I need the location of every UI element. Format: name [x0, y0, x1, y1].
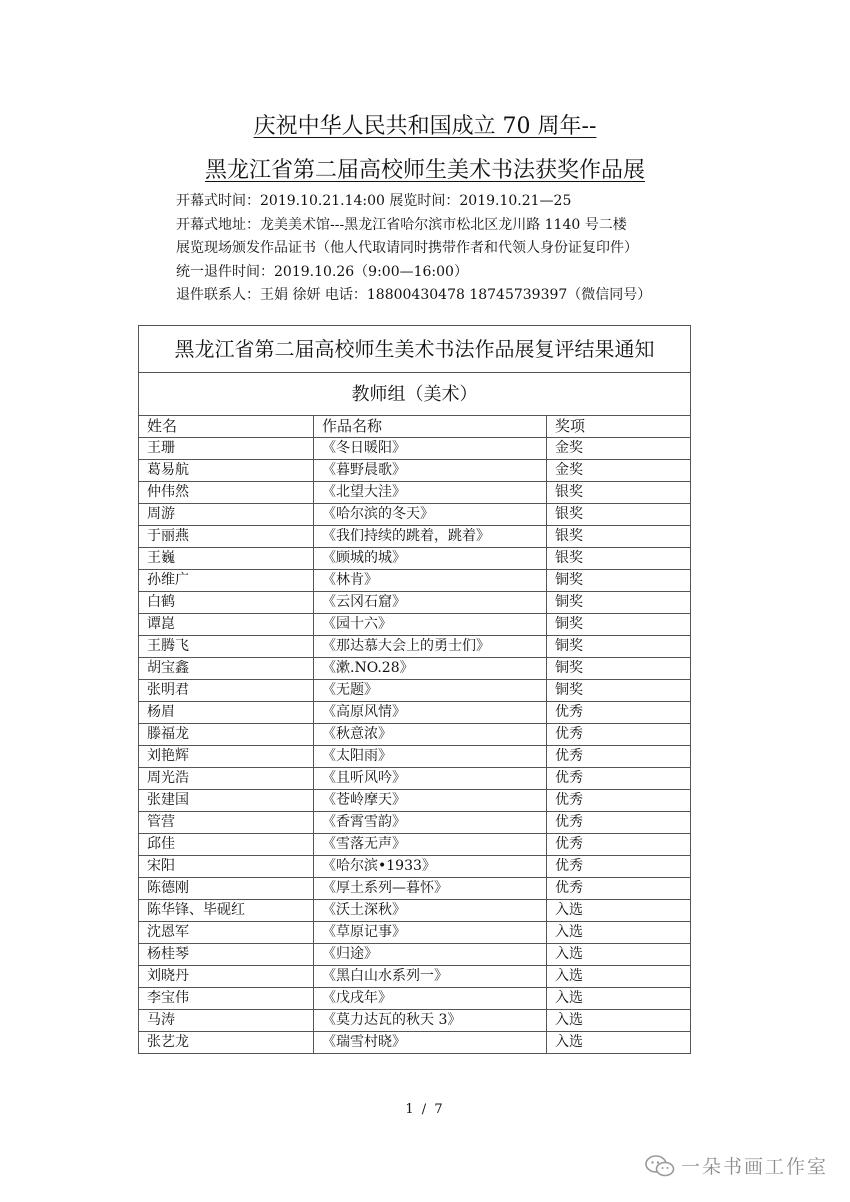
cell-work-title: 《冬日暖阳》: [314, 438, 547, 460]
cell-award: 银奖: [547, 482, 691, 504]
cell-name: 刘艳辉: [139, 746, 314, 768]
cell-name: 张明君: [139, 680, 314, 702]
table-row: [139, 812, 691, 834]
cell-name: 周光浩: [139, 768, 314, 790]
cell-work-title: 《黑白山水系列一》: [314, 966, 547, 988]
cell-award: 入选: [547, 966, 691, 988]
cell-award: 银奖: [547, 504, 691, 526]
notice-title: 黑龙江省第二届高校师生美术书法作品展复评结果通知: [139, 326, 691, 373]
table-row: [139, 614, 691, 636]
cell-name: 杨眉: [139, 702, 314, 724]
table-row: [139, 460, 691, 482]
cell-award: 入选: [547, 1032, 691, 1054]
cell-name: 周游: [139, 504, 314, 526]
cell-work-title: 《暮野晨歌》: [314, 460, 547, 482]
group-title: 教师组（美术）: [139, 373, 691, 416]
cell-award: 银奖: [547, 548, 691, 570]
cell-award: 优秀: [547, 746, 691, 768]
cell-award: 铜奖: [547, 592, 691, 614]
info-line-certificate: 展览现场颁发作品证书（他人代取请同时携带作者和代领人身份证复印件）: [176, 240, 638, 257]
cell-work-title: 《顾城的城》: [314, 548, 547, 570]
cell-award: 铜奖: [547, 636, 691, 658]
cell-work-title: 《北望大洼》: [314, 482, 547, 504]
cell-work-title: 《无题》: [314, 680, 547, 702]
table-row: [139, 988, 691, 1010]
cell-work-title: 《我们持续的跳着，跳着》: [314, 526, 547, 548]
cell-work-title: 《哈尔滨的冬天》: [314, 504, 547, 526]
info-line-opening-time: 开幕式时间：2019.10.21.14:00 展览时间：2019.10.21—25: [176, 193, 572, 209]
results-table: [138, 325, 691, 1054]
cell-award: 优秀: [547, 834, 691, 856]
cell-name: 孙维广: [139, 570, 314, 592]
table-row: [139, 702, 691, 724]
cell-work-title: 《漱.NO.28》: [314, 658, 547, 680]
cell-award: 金奖: [547, 438, 691, 460]
cell-award: 优秀: [547, 878, 691, 900]
table-row: [139, 900, 691, 922]
exhibition-info: [176, 190, 651, 308]
cell-work-title: 《秋意浓》: [314, 724, 547, 746]
cell-name: 刘晓丹: [139, 966, 314, 988]
cell-award: 优秀: [547, 812, 691, 834]
cell-award: 入选: [547, 1010, 691, 1032]
table-row: [139, 922, 691, 944]
cell-work-title: 《瑞雪村晓》: [314, 1032, 547, 1054]
cell-award: 铜奖: [547, 680, 691, 702]
cell-name: 王腾飞: [139, 636, 314, 658]
cell-award: 金奖: [547, 460, 691, 482]
cell-work-title: 《戊戌年》: [314, 988, 547, 1010]
cell-award: 入选: [547, 922, 691, 944]
table-row: [139, 658, 691, 680]
table-row: [139, 1010, 691, 1032]
table-row: [139, 856, 691, 878]
cell-work-title: 《莫力达瓦的秋天 3》: [314, 1010, 547, 1032]
cell-award: 优秀: [547, 856, 691, 878]
table-row: [139, 438, 691, 460]
table-row: [139, 1032, 691, 1054]
cell-work-title: 《归途》: [314, 944, 547, 966]
cell-name: 邱佳: [139, 834, 314, 856]
cell-name: 陈华锋、毕砚红: [139, 900, 314, 922]
cell-name: 李宝伟: [139, 988, 314, 1010]
cell-award: 入选: [547, 900, 691, 922]
header-work-title: 作品名称: [314, 416, 547, 438]
header-award: 奖项: [547, 416, 691, 438]
table-row: [139, 878, 691, 900]
table-row: [139, 526, 691, 548]
cell-work-title: 《林肯》: [314, 570, 547, 592]
cell-work-title: 《高原风情》: [314, 702, 547, 724]
cell-work-title: 《苍岭摩天》: [314, 790, 547, 812]
cell-award: 优秀: [547, 724, 691, 746]
cell-name: 于丽燕: [139, 526, 314, 548]
cell-name: 王巍: [139, 548, 314, 570]
cell-work-title: 《香霄雪韵》: [314, 812, 547, 834]
cell-name: 王珊: [139, 438, 314, 460]
table-row: [139, 592, 691, 614]
cell-name: 葛易航: [139, 460, 314, 482]
table-row: [139, 570, 691, 592]
cell-award: 铜奖: [547, 570, 691, 592]
notice-title-row: [139, 326, 691, 373]
cell-award: 银奖: [547, 526, 691, 548]
cell-work-title: 《那达慕大会上的勇士们》: [314, 636, 547, 658]
cell-work-title: 《沃土深秋》: [314, 900, 547, 922]
cell-name: 管营: [139, 812, 314, 834]
cell-award: 铜奖: [547, 614, 691, 636]
cell-name: 白鹤: [139, 592, 314, 614]
table-header-row: [139, 416, 691, 438]
cell-name: 胡宝鑫: [139, 658, 314, 680]
cell-name: 滕福龙: [139, 724, 314, 746]
cell-award: 优秀: [547, 702, 691, 724]
table-row: [139, 966, 691, 988]
table-row: [139, 944, 691, 966]
table-row: [139, 504, 691, 526]
cell-work-title: 《太阳雨》: [314, 746, 547, 768]
cell-name: 陈德刚: [139, 878, 314, 900]
cell-award: 优秀: [547, 790, 691, 812]
table-row: [139, 482, 691, 504]
table-row: [139, 680, 691, 702]
cell-name: 谭崑: [139, 614, 314, 636]
group-title-row: [139, 373, 691, 416]
info-line-return-time: 统一退件时间：2019.10.26（9:00—16:00）: [176, 263, 468, 280]
table-row: [139, 724, 691, 746]
cell-name: 沈恩军: [139, 922, 314, 944]
cell-name: 仲伟然: [139, 482, 314, 504]
cell-work-title: 《厚土系列—暮怀》: [314, 878, 547, 900]
cell-award: 铜奖: [547, 658, 691, 680]
cell-name: 杨桂琴: [139, 944, 314, 966]
cell-award: 入选: [547, 988, 691, 1010]
cell-name: 张建国: [139, 790, 314, 812]
page-number: 1 / 7: [405, 1102, 445, 1117]
header-name: 姓名: [139, 416, 314, 438]
wechat-icon: [645, 1154, 675, 1178]
cell-work-title: 《云冈石窟》: [314, 592, 547, 614]
info-line-opening-address: 开幕式地址：龙美美术馆---黑龙江省哈尔滨市松北区龙川路 1140 号二楼: [176, 216, 627, 233]
cell-name: 马涛: [139, 1010, 314, 1032]
watermark-text: 一朵书画工作室: [680, 1156, 828, 1178]
cell-work-title: 《园十六》: [314, 614, 547, 636]
table-row: [139, 790, 691, 812]
table-row: [139, 636, 691, 658]
page-title-line2: 黑龙江省第二届高校师生美术书法获奖作品展: [204, 158, 645, 183]
cell-award: 入选: [547, 944, 691, 966]
table-row: [139, 548, 691, 570]
table-row: [139, 834, 691, 856]
table-row: [139, 746, 691, 768]
cell-name: 宋阳: [139, 856, 314, 878]
page-title-line1: 庆祝中华人民共和国成立 70 周年--: [253, 114, 597, 139]
cell-work-title: 《哈尔滨•1933》: [314, 856, 547, 878]
table-row: [139, 768, 691, 790]
cell-award: 优秀: [547, 768, 691, 790]
cell-work-title: 《雪落无声》: [314, 834, 547, 856]
cell-work-title: 《草原记事》: [314, 922, 547, 944]
cell-name: 张艺龙: [139, 1032, 314, 1054]
watermark: [645, 1152, 828, 1179]
info-line-contacts: 退件联系人：王娟 徐妍 电话：18800430478 18745739397（微信同号）: [176, 287, 652, 304]
cell-work-title: 《且听风吟》: [314, 768, 547, 790]
